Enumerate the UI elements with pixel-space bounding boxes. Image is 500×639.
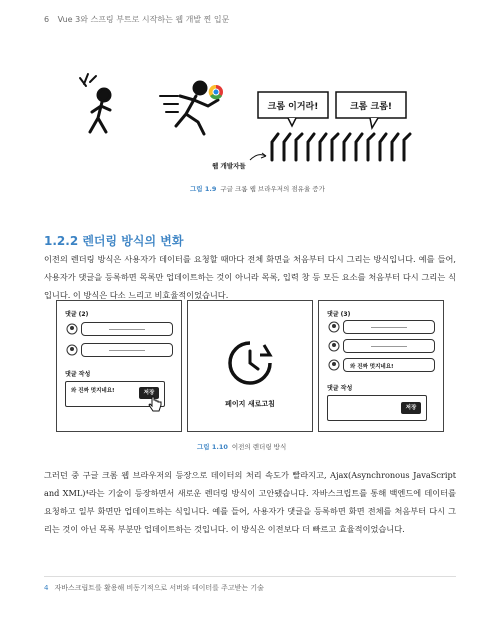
submit-button[interactable]: 저장: [139, 387, 159, 399]
header-book-title: Vue 3와 스프링 부트로 시작하는 웹 개발 찐 입문: [57, 15, 230, 24]
refresh-label: 페이지 새로고침: [225, 400, 275, 408]
header-page-number: 6: [44, 15, 50, 24]
comment-box: [81, 322, 173, 336]
footnote-divider: [44, 576, 456, 577]
avatar-icon: [66, 323, 78, 335]
footnote-number: 4: [44, 584, 49, 592]
caption-text: 이전의 렌더링 방식: [231, 443, 287, 451]
figure-1-9-illustration: [0, 0, 500, 190]
crowd-label: 웹 개발자들: [212, 162, 246, 170]
new-comment-text: 와 진짜 멋지네요!: [350, 364, 394, 370]
bubble-right-text: 크롬 크롬!: [349, 102, 393, 112]
paragraph-1: 이전의 렌더링 방식은 사용자가 데이터를 요청할 때마다 전체 화면을 처음부터 다시 그리는 방식입니다. 예를 들어, 사용자가 댓글을 등록하면 목록만 업데이트하는 것이 아니라 목록, 입력 창 등 모든 요소를 처음부터 다시 그리는 식입니다. 이 방식은 다소 느리고 비효율적이었습니다.: [44, 254, 456, 300]
avatar-icon: [328, 321, 340, 333]
comment-box: [343, 339, 435, 353]
comment-box: [343, 320, 435, 334]
caption-number: 그림 1.9: [190, 185, 217, 193]
sad-person-icon: [80, 74, 110, 132]
avatar-icon: [328, 359, 340, 371]
chrome-logo-icon: [209, 85, 223, 99]
comments-count-label: 댓글 (2): [65, 311, 89, 318]
comments-count-label: 댓글 (3): [327, 311, 351, 318]
clock-refresh-icon: [226, 339, 274, 387]
figure-1-10-caption: [197, 442, 286, 451]
panel-before: [56, 300, 182, 432]
figure-1-9-caption: [190, 184, 325, 193]
panel-refresh: [187, 300, 313, 432]
avatar-icon: [66, 344, 78, 356]
crowd-icon: [272, 134, 410, 160]
submit-button[interactable]: 저장: [401, 402, 421, 414]
footnote: [44, 583, 264, 593]
new-comment-box: [343, 358, 435, 372]
write-label: 댓글 작성: [65, 371, 91, 378]
section-title: 1.2.2 렌더링 방식의 변화: [44, 234, 184, 248]
paragraph-2: 그러던 중 구글 크롬 웹 브라우저의 등장으로 데이터의 처리 속도가 빨라지고, Ajax(Asynchronous JavaScript and XML)⁴라는 기술이 등장하면서 새로운 렌더링 방식이 고안됐습니다. 자바스크립트를 통해 백엔드에 데이터를 요청하고 일부 화면만 업데이트하는 식입니다. 예를 들어, 사용자가 댓글을 등록하면 화면 전체를 처음부터 다시 그리는 것이 아닌 목록 부분만 업데이트하는 것입니다. 이 방식은 이전보다 더 빠르고 효율적이었습니다.: [44, 470, 456, 534]
caption-text: 구글 크롬 웹 브라우저의 점유율 증가: [220, 185, 325, 193]
write-label: 댓글 작성: [327, 385, 353, 392]
bubble-left-text: 크롬 이거라!: [267, 102, 319, 112]
panel-after: [318, 300, 444, 432]
footnote-text: 자바스크립트를 활용해 비동기적으로 서버와 데이터를 주고받는 기술: [54, 584, 264, 592]
comment-input-text: 와 진짜 멋지네요!: [71, 388, 115, 394]
caption-number: 그림 1.10: [197, 443, 228, 451]
cursor-hand-icon: [147, 395, 163, 413]
comment-box: [81, 343, 173, 357]
avatar-icon: [328, 340, 340, 352]
